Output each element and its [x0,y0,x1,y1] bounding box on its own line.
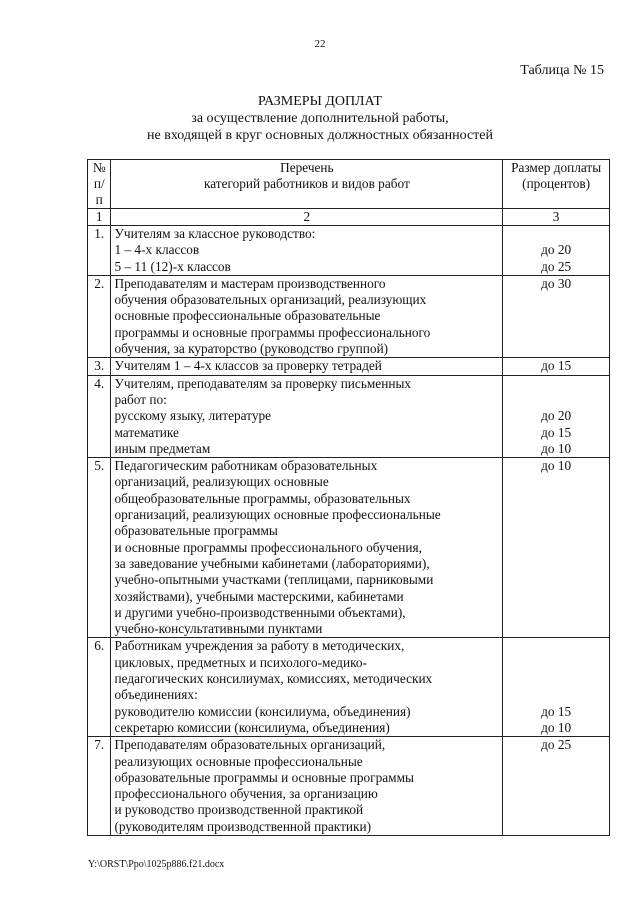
description-line: и руководство производственной практикой [114,802,364,818]
row-number: 5. [88,458,111,638]
row-description [111,458,503,638]
description-line: за заведование учебными кабинетами (лабораториями), [114,555,430,571]
row-number: 2. [88,275,111,357]
row-description [111,275,503,357]
description-line: Преподавателям и мастерам производственного [114,275,386,291]
table-header-row [88,160,610,209]
description-line: иным предметам [114,440,211,456]
percent-value [506,638,606,654]
table-row [88,226,610,276]
description-line: и другими учебно-производственными объектами), [114,604,406,620]
percent-value [506,376,606,392]
description-line: обучения, за кураторство (руководство группой) [114,341,389,357]
percent-value [506,671,606,687]
description-line: учебно-консультативными пунктами [114,621,323,637]
description-line: учебно-опытными участками (теплицами, парниковыми [114,572,434,588]
description-line: программы и основные программы профессионального [114,324,431,340]
percent-value: до 10 [541,719,572,735]
percent-value: до 25 [541,258,572,274]
row-percent [503,737,610,836]
percent-value [506,226,606,242]
column-number-row [88,209,610,226]
table-row [88,358,610,375]
row-number: 7. [88,737,111,836]
col-number: 1 [88,209,111,226]
row-description [111,226,503,276]
description-line: Учителям, преподавателям за проверку письменных [114,375,412,391]
page-number: 22 [314,38,326,50]
row-percent [503,226,610,276]
description-line: руководителю комиссии (консилиума, объединения) [114,703,411,719]
description-line: (руководителям производственной практики) [114,818,372,834]
percent-value: до 20 [541,408,572,424]
description-line: и основные программы профессионального обучения, [114,539,422,555]
percent-value: до 25 [541,737,572,753]
description-line: общеобразовательные программы, образовательных [114,490,411,506]
row-number: 4. [88,375,111,457]
description-line: объединениях: [114,687,198,703]
col-number: 3 [503,209,610,226]
description-line: 5 – 11 (12)-х классов [114,258,231,274]
percent-value [506,655,606,671]
row-percent [503,275,610,357]
table-row [88,458,610,638]
description-line: математике [114,424,179,440]
description-line: Работникам учреждения за работу в методических, [114,638,405,654]
row-percent [503,458,610,638]
header-desc: Перечень категорий работников и видов работ [111,160,503,209]
percent-value: до 15 [541,703,572,719]
percent-value [506,392,606,408]
percent-value: до 15 [541,358,572,374]
percent-value: до 20 [541,242,572,258]
table-label: Таблица № 15 [520,63,604,78]
table-row [88,638,610,737]
percent-value: до 10 [541,440,572,456]
row-description [111,375,503,457]
description-line: основные профессиональные образовательные [114,308,381,324]
description-line: организаций, реализующих основные профессиональные [114,507,441,523]
table-row [88,275,610,357]
description-line: Учителям за классное руководство: [114,226,316,241]
description-line: образовательные программы [114,523,278,539]
document-title: РАЗМЕРЫ ДОПЛАТ [258,94,382,109]
description-line: реализующих основные профессиональные [114,753,363,769]
table-row [88,737,610,836]
table-row [88,375,610,457]
description-line: хозяйствами), учебными мастерскими, кабинетами [114,588,404,604]
description-line: образовательные программы и основные программы [114,769,414,785]
percent-value: до 10 [541,458,572,474]
description-line: обучения образовательных организаций, реализующих [114,292,427,308]
description-line: русскому языку, литературе [114,408,272,424]
title-block [0,93,640,144]
percent-value: до 30 [541,275,572,291]
row-description [111,358,503,375]
subtitle-line: за осуществление дополнительной работы, [191,111,449,126]
row-percent [503,358,610,375]
row-number: 3. [88,358,111,375]
description-line: организаций, реализующих основные [114,474,329,490]
row-description [111,638,503,737]
header-pct: Размер доплаты (процентов) [503,160,610,209]
subtitle-line: не входящей в круг основных должностных обязанностей [147,128,493,143]
header-num: № п/п [88,160,111,209]
allowance-table [87,159,610,836]
description-line: секретарю комиссии (консилиума, объединения) [114,719,390,735]
row-percent [503,375,610,457]
percent-value [506,687,606,703]
col-number: 2 [111,209,503,226]
percent-value: до 15 [541,424,572,440]
file-path-footer: Y:\ORST\Ppo\1025p886.f21.docx [88,859,225,870]
description-line: 1 – 4-х классов [114,242,200,258]
row-number: 1. [88,226,111,276]
description-line: Учителям 1 – 4-х классов за проверку тетрадей [114,358,382,374]
description-line: Преподавателям образовательных организаций, [114,737,386,753]
row-description [111,737,503,836]
description-line: работ по: [114,391,167,407]
description-line: цикловых, предметных и психолого-медико- [114,654,367,670]
description-line: профессионального обучения, за организацию [114,786,378,802]
description-line: Педагогическим работникам образовательных [114,458,378,474]
description-line: педагогических консилиумах, комиссиях, методических [114,671,433,687]
row-number: 6. [88,638,111,737]
row-percent [503,638,610,737]
